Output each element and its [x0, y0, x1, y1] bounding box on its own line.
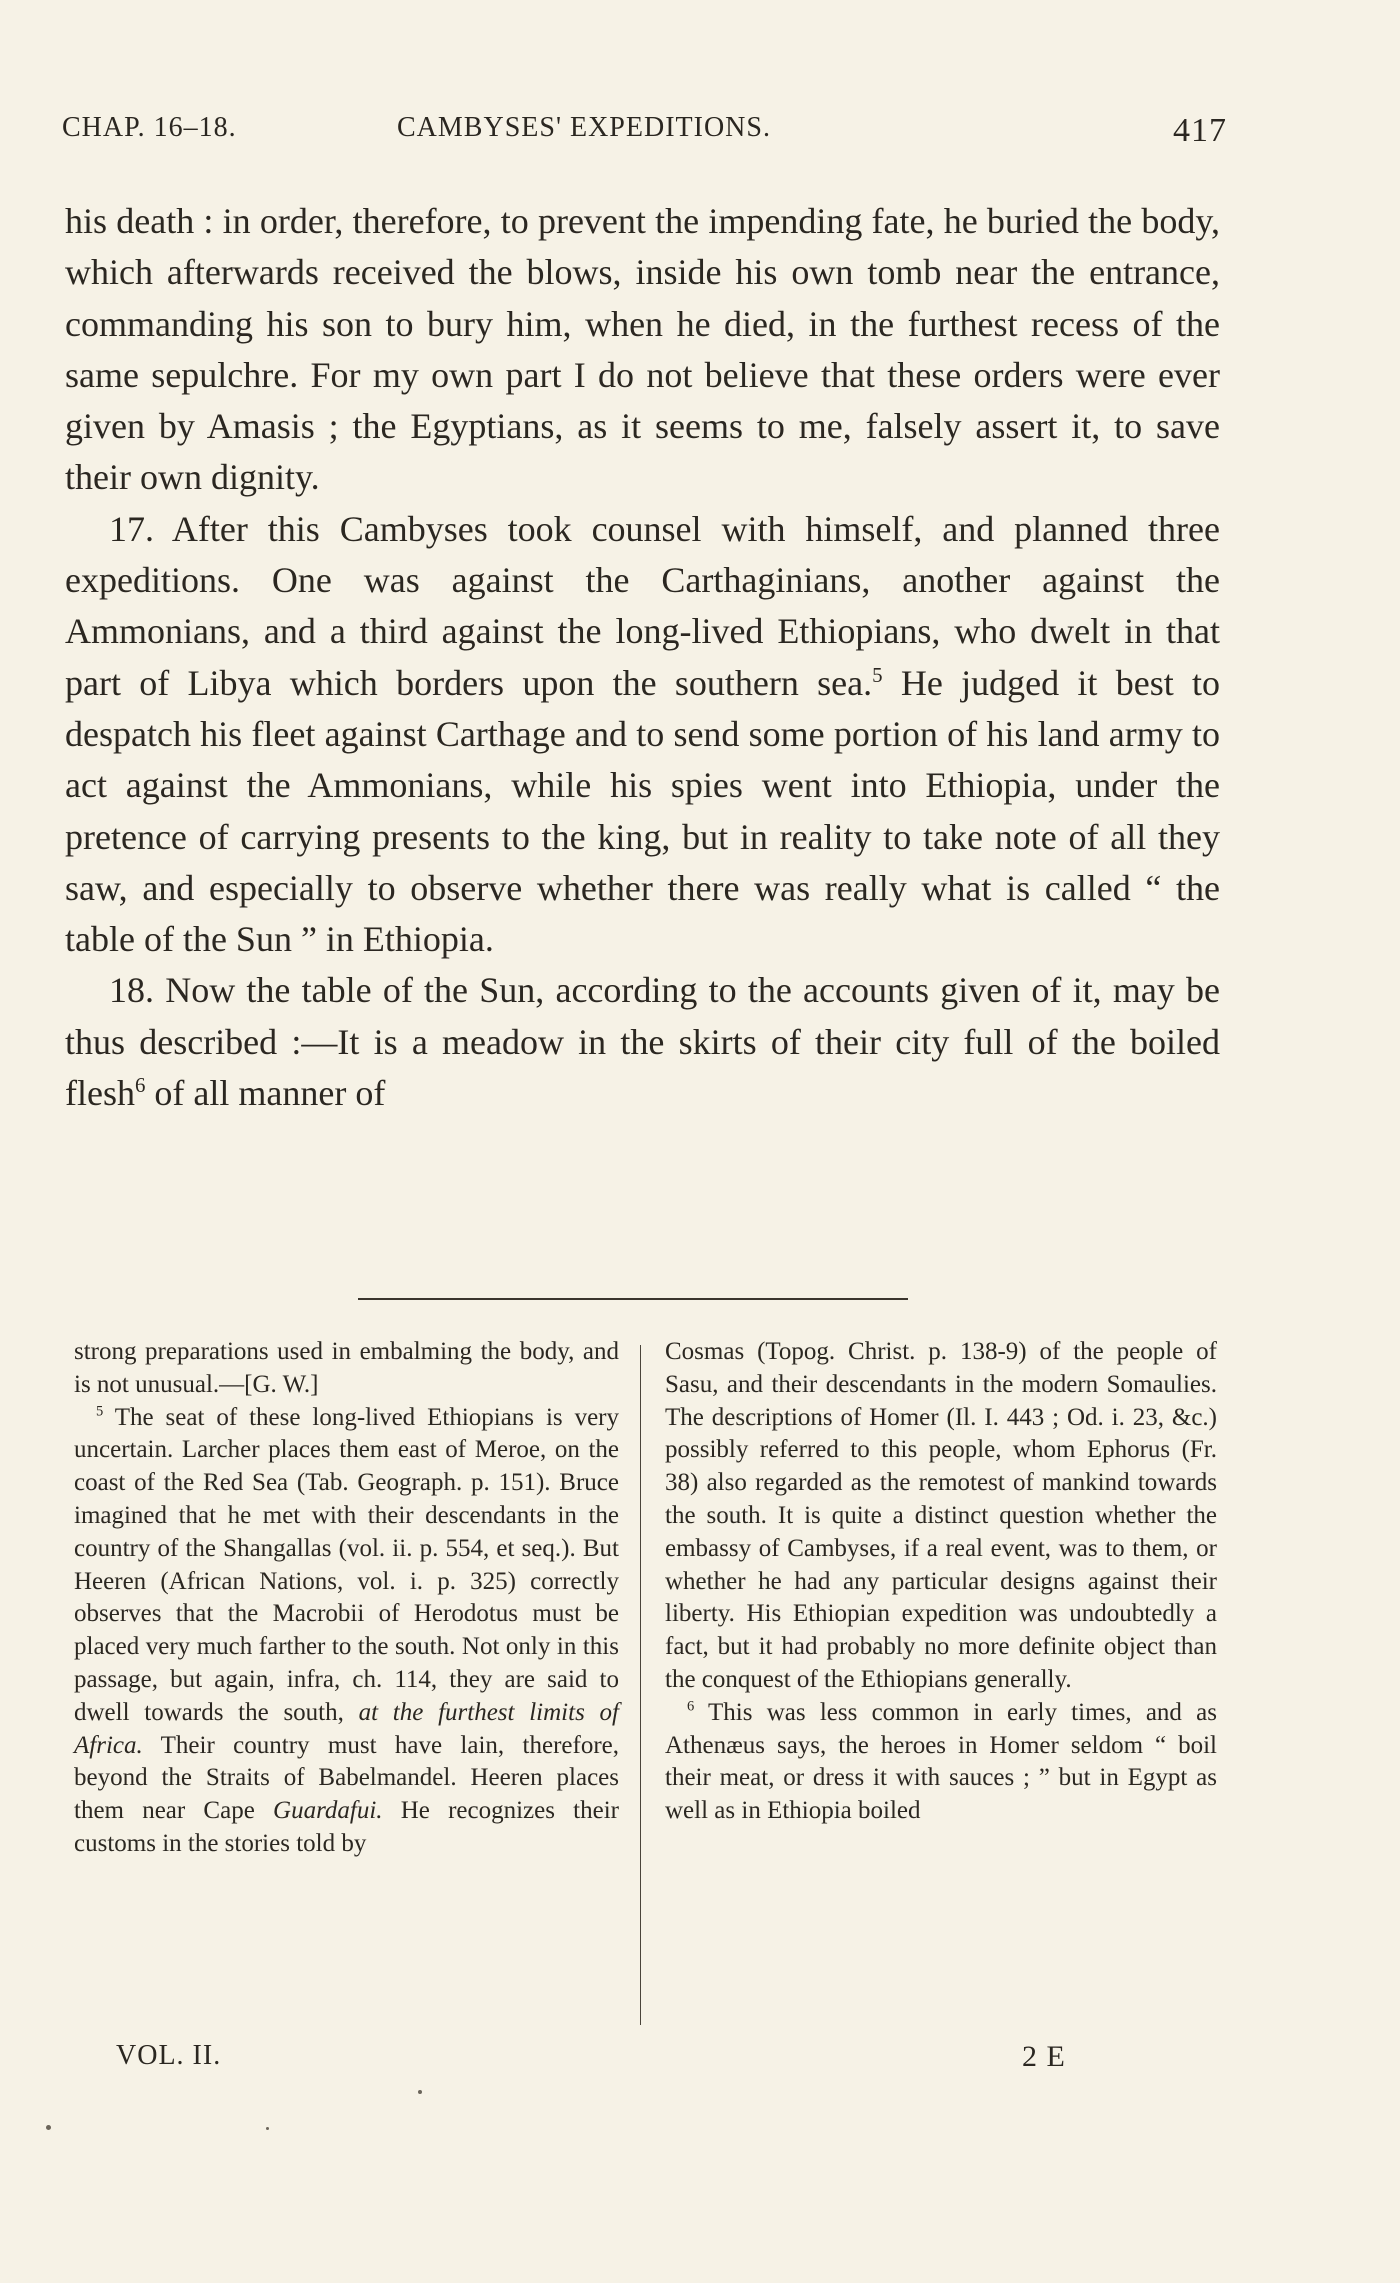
footnote-separator: [358, 1298, 908, 1300]
footnotes-right-column: [665, 1336, 1217, 1828]
footnote-ref-5: 5: [872, 662, 883, 687]
main-text: [65, 196, 1220, 1119]
signature-mark: 2 E: [1022, 2040, 1066, 2073]
chapter-range: CHAP. 16–18.: [62, 112, 237, 143]
running-title: CAMBYSES' EXPEDITIONS.: [397, 112, 771, 143]
volume-label: VOL. II.: [116, 2040, 222, 2071]
footnote-5-continuation: Cosmas (Topog. Christ. p. 138-9) of the people of Sasu, and their descendants in the modern Somaulies. The descriptions of Homer (Il. I. 443 ; Od. i. 23, &c.) possibly referred to this people, whom Ephorus (Fr. 38) also regarded as the remotest of mankind towards the south. It is quite a distinct question whether the embassy of Cambyses, if a real event, was to them, or whether he had any particular designs against their liberty. His Ethiopian expedition was undoubtedly a fact, but it had probably no more definite object than the conquest of the Ethiopians generally.: [665, 1338, 1217, 1693]
footnotes-left-column: [74, 1336, 619, 1861]
footnote-continuation: strong preparations used in embalming the body, and is not unusual.—[G. W.]: [74, 1338, 619, 1398]
footnote-ref-6: 6: [134, 1073, 146, 1098]
footnote-6: $^6$ This was less common in early times, and as Athenæus says, the heroes in Homer seldom “ boil their meat, or dress it with sauces ; ” but in Egypt as well as in Ethiopia boiled: [665, 1698, 1217, 1825]
footnote-5: $^5$ The seat of these long-lived Ethiopians is very uncertain. Larcher places them east of Meroe, on the coast of the Red Sea (Tab. Geograph. p. 151). Bruce imagined that he met with their descendants in the country of the Shangallas (vol. ii. p. 554, et seq.). But Heeren (African Nations, vol. i. p. 325) correctly observes that the Macrobii of Herodotus must be placed very much farther to the south. Not only in this passage, but again, infra, ch. 114, they are said to dwell towards the south, at the furthest limits of Africa. Their country must have lain, therefore, beyond the Straits of Babelmandel. Heeren places them near Cape Guardafui. He recognizes their customs in the stories told by: [74, 1403, 619, 1857]
running-header: [62, 112, 1227, 156]
paragraph-18: 18. Now the table of the Sun, according to the accounts given of it, may be thus described :—It is a meadow in the skirts of their city full of the boiled flesh$^6$ of all manner of: [65, 970, 1220, 1114]
page-number: 417: [1173, 112, 1227, 149]
column-divider: [640, 1345, 641, 2025]
print-speck: [46, 2125, 51, 2130]
paragraph-continuation: his death : in order, therefore, to prevent the impending fate, he buried the body, which afterwards received the blows, inside his own tomb near the entrance, commanding his son to bury him, when he died, in the furthest recess of the same sepulchre. For my own part I do not believe that these orders were ever given by Amasis ; the Egyptians, as it seems to me, falsely assert it, to save their own dignity.: [65, 201, 1220, 498]
print-speck: [266, 2127, 269, 2130]
paragraph-17: 17. After this Cambyses took counsel with himself, and planned three expeditions. One was against the Carthaginians, another against the Ammonians, and a third against the long-lived Ethiopians, who dwelt in that part of Libya which borders upon the southern sea.$^5$ He judged it best to despatch his fleet against Carthage and to send some portion of his land army to act against the Ammonians, while his spies went into Ethiopia, under the pretence of carrying presents to the king, but in reality to take note of all they saw, and especially to observe whether there was really what is called “ the table of the Sun ” in Ethiopia.: [65, 508, 1221, 960]
print-speck: [418, 2090, 422, 2094]
